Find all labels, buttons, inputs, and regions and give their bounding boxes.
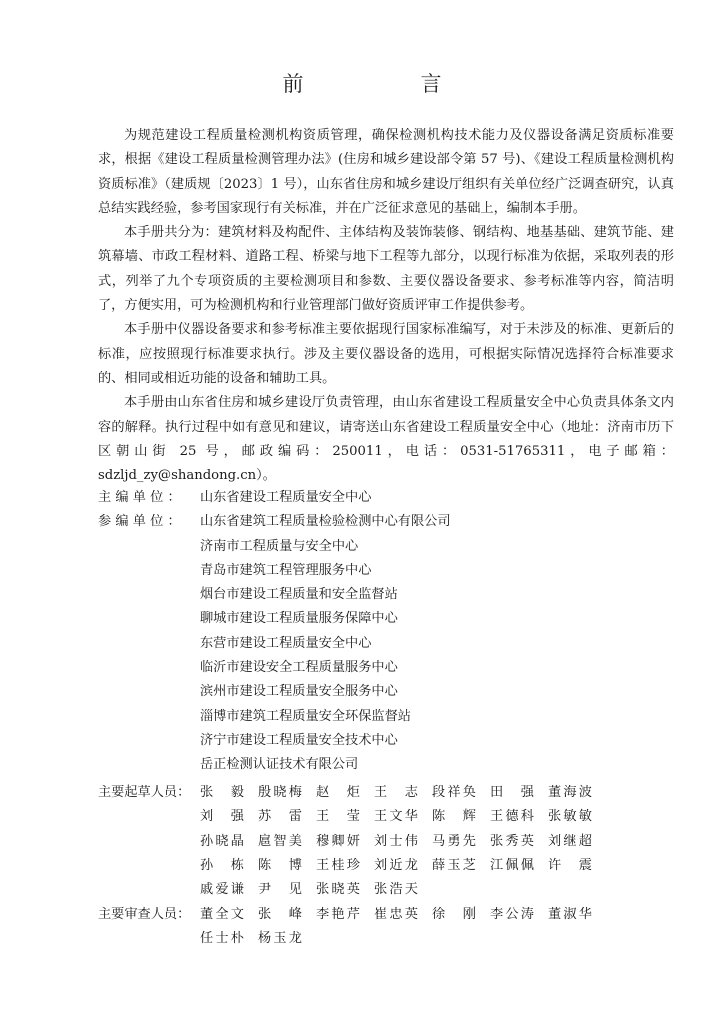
drafter-name: 王 莹: [316, 809, 360, 825]
drafter-name: 张 毅: [200, 785, 244, 800]
drafter-name: 薛玉芝: [432, 857, 476, 873]
paragraph-4: 本手册由山东省住房和城乡建设厅负责管理，由山东省建设工程质量安全中心负责具体条文内容的解释。执行过程中如有意见和建议，请寄送山东省建设工程质量安全中心（地址：济南市历下区朝山街 25 号，邮政编码：250011，电话：0531-51765311，电子邮箱：sdzljd_zy@shandong.cn）。: [98, 395, 674, 484]
reviewer-name: 任士朴: [200, 931, 244, 947]
drafter-name: 张晓英: [316, 882, 360, 898]
drafter-name: 陈 辉: [432, 809, 476, 825]
drafter-name: 赵 炬: [316, 785, 360, 800]
reviewer-name: 李公涛: [490, 907, 534, 922]
drafter-name: 刘 强: [200, 809, 244, 825]
participating-units-list: [200, 510, 451, 777]
participating-unit-name: 青岛市建筑工程管理服务中心: [200, 562, 372, 578]
paragraph-3: 本手册中仪器设备要求和参考标准主要依据现行国家标准编写，对于未涉及的标准、更新后的标准，应按照现行标准要求执行。涉及主要仪器设备的选用，可根据实际情况选择符合标准要求的、相同或相近功能的设备和辅助工具。: [98, 322, 674, 386]
drafter-name: 许 震: [548, 857, 592, 873]
drafter-name: 张秀英: [490, 833, 534, 849]
reviewer-name: 崔忠英: [374, 907, 418, 922]
drafter-name: 尹 见: [258, 882, 302, 898]
drafter-name: 刘士伟: [374, 833, 418, 849]
reviewers-label: 主要审查人员：: [98, 907, 191, 922]
participating-unit-name: 岳正检测认证技术有限公司: [200, 757, 359, 773]
participating-unit-name: 东营市建设工程质量安全中心: [200, 635, 372, 651]
drafter-name: 殷晓梅: [258, 785, 302, 800]
paragraph-1: 为规范建设工程质量检测机构资质管理，确保检测机构技术能力及仪器设备满足资质标准要求，根据《建设工程质量检测管理办法》(住房和城乡建设部令第 57 号)、《建设工程质量检测机构资质标准》（建质规〔2023〕1 号），山东省住房和城乡建设厅组织有关单位经广泛调查研究，认真总结实践经验，参考国家现行有关标准，并在广泛征求意见的基础上，编制本手册。: [98, 128, 674, 216]
paragraph-2: 本手册共分为：建筑材料及构配件、主体结构及装饰装修、钢结构、地基基础、建筑节能、建筑幕墙、市政工程材料、道路工程、桥梁与地下工程等九部分，以现行标准为依据，采取列表的形式，列举了九个专项资质的主要检测项目和参数、主要仪器设备要求、参考标准等内容，简洁明了，方便实用，可为检测机构和行业管理部门做好资质评审工作提供参考。: [98, 225, 674, 314]
participating-units-label: 参 编 单 位 ：: [98, 514, 181, 530]
drafter-name: 马勇先: [432, 833, 476, 849]
participating-unit-name: 临沂市建设安全工程质量服务中心: [200, 660, 398, 676]
preface-body: [98, 124, 674, 488]
drafter-name: 王文华: [374, 809, 418, 825]
drafter-name: 孙 栋: [200, 857, 244, 873]
drafters-list: [200, 781, 608, 902]
reviewer-name: 董淑华: [548, 907, 592, 922]
drafter-name: 王 志: [374, 785, 418, 800]
drafter-name: 张敏敏: [548, 809, 592, 825]
participating-unit-name: 济南市工程质量与安全中心: [200, 538, 359, 554]
drafter-name: 苏 雷: [258, 809, 302, 825]
participating-unit-name: 淄博市建筑工程质量安全环保监督站: [200, 708, 411, 724]
reviewer-name: 徐 刚: [432, 907, 476, 922]
drafter-name: 王桂珍: [316, 857, 360, 873]
chief-unit-name: 山东省建设工程质量安全中心: [200, 490, 372, 505]
drafter-name: 张浩天: [374, 882, 418, 898]
drafters-label: 主要起草人员：: [98, 785, 191, 800]
drafter-name: 刘近龙: [374, 857, 418, 873]
drafter-name: 董海波: [548, 785, 592, 800]
drafter-name: 段祥奂: [432, 785, 476, 800]
participating-unit-name: 济宁市建设工程质量安全技术中心: [200, 732, 398, 748]
drafter-name: 穆卿妍: [316, 833, 360, 849]
drafter-name: 孙晓晶: [200, 833, 244, 849]
participating-unit-name: 烟台市建设工程质量和安全监督站: [200, 587, 398, 603]
participating-unit-name: 山东省建筑工程质量检验检测中心有限公司: [200, 514, 451, 530]
drafter-name: 江佩佩: [490, 857, 534, 873]
drafter-name: 田 强: [490, 785, 534, 800]
drafter-name: 扈智美: [258, 833, 302, 849]
participating-unit-name: 聊城市建设工程质量服务保障中心: [200, 611, 398, 627]
drafter-name: 戚爱谦: [200, 882, 244, 898]
reviewer-name: 张 峰: [258, 907, 302, 922]
drafter-name: 王德科: [490, 809, 534, 825]
reviewer-name: 杨玉龙: [258, 931, 302, 947]
reviewer-name: 李艳芹: [316, 907, 360, 922]
drafter-name: 刘继超: [548, 833, 592, 849]
chief-unit-label: 主 编 单 位 ：: [98, 490, 181, 505]
page-title: 前 言: [282, 72, 490, 96]
participating-unit-name: 滨州市建设工程质量安全服务中心: [200, 684, 398, 700]
drafter-name: 陈 博: [258, 857, 302, 873]
reviewer-name: 董全文: [200, 907, 244, 922]
reviewers-list: [200, 903, 608, 952]
